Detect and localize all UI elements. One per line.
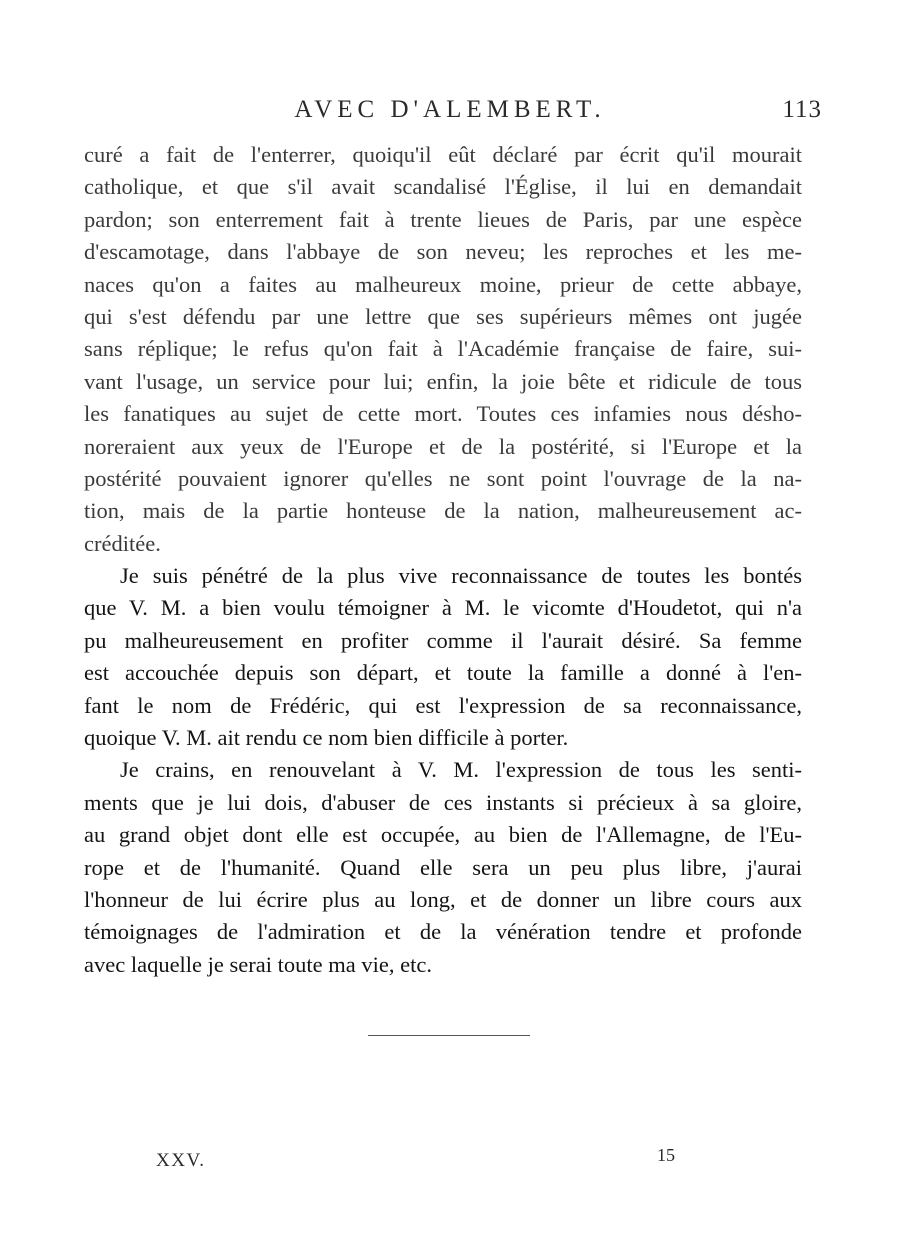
text-line: fant le nom de Frédéric, qui est l'expression de sa reconnaissance, [84,692,802,718]
body-text [84,139,802,981]
text-line: Je suis pénétré de la plus vive reconnaissance de toutes les bontés [120,563,802,589]
text-line: tion, mais de la partie honteuse de la nation, malheureusement ac- [84,498,802,524]
text-line: catholique, et que s'il avait scandalisé l'Église, il lui en demandait [84,174,802,200]
paragraph-continued [84,139,802,560]
text-line: postérité pouvaient ignorer qu'elles ne sont point l'ouvrage de la na- [84,465,802,491]
text-line: curé a fait de l'enterrer, quoiqu'il eût déclaré par écrit qu'il mourait [84,142,802,167]
text-line: qui s'est défendu par une lettre que ses supérieurs mêmes ont jugée [84,303,802,329]
text-line: créditée. [84,530,161,556]
section-end-rule [368,1035,530,1036]
running-head [0,92,900,128]
sheet-number: 15 [657,1145,675,1165]
running-title: AVEC D'ALEMBERT. [294,96,606,123]
text-line: rope et de l'humanité. Quand elle sera un peu plus libre, j'aurai [84,854,802,880]
page-number: 113 [782,96,822,123]
text-line: Je crains, en renouvelant à V. M. l'expression de tous les senti- [120,757,802,783]
text-line: l'honneur de lui écrire plus au long, et de donner un libre cours aux [84,886,802,912]
text-line: noreraient aux yeux de l'Europe et de la postérité, si l'Europe et la [84,433,802,459]
text-line: pardon; son enterrement fait à trente lieues de Paris, par une espèce [84,206,802,232]
text-line: d'escamotage, dans l'abbaye de son neveu; les reproches et les me- [84,239,802,265]
paragraph-reconnaissance [84,560,802,754]
text-line: que V. M. a bien voulu témoigner à M. le vicomte d'Houdetot, qui n'a [84,595,802,621]
paragraph-closing [84,754,802,981]
text-line: avec laquelle je serai toute ma vie, etc. [84,951,432,977]
text-line: témoignages de l'admiration et de la vénération tendre et profonde [84,919,802,945]
text-line: ments que je lui dois, d'abuser de ces instants si précieux à sa gloire, [84,789,802,815]
signature-mark: XXV. [156,1150,206,1171]
text-line: vant l'usage, un service pour lui; enfin, la joie bête et ridicule de tous [84,368,802,394]
text-line: quoique V. M. ait rendu ce nom bien difficile à porter. [84,725,569,751]
text-line: est accouchée depuis son départ, et toute la famille a donné à l'en- [84,660,802,686]
text-line: au grand objet dont elle est occupée, au bien de l'Allemagne, de l'Eu- [84,822,802,848]
text-line: les fanatiques au sujet de cette mort. Toutes ces infamies nous désho- [84,401,802,427]
text-line: pu malheureusement en profiter comme il l'aurait désiré. Sa femme [84,627,802,653]
text-line: naces qu'on a faites au malheureux moine, prieur de cette abbaye, [84,271,802,297]
text-line: sans réplique; le refus qu'on fait à l'Académie française de faire, sui- [84,336,802,362]
